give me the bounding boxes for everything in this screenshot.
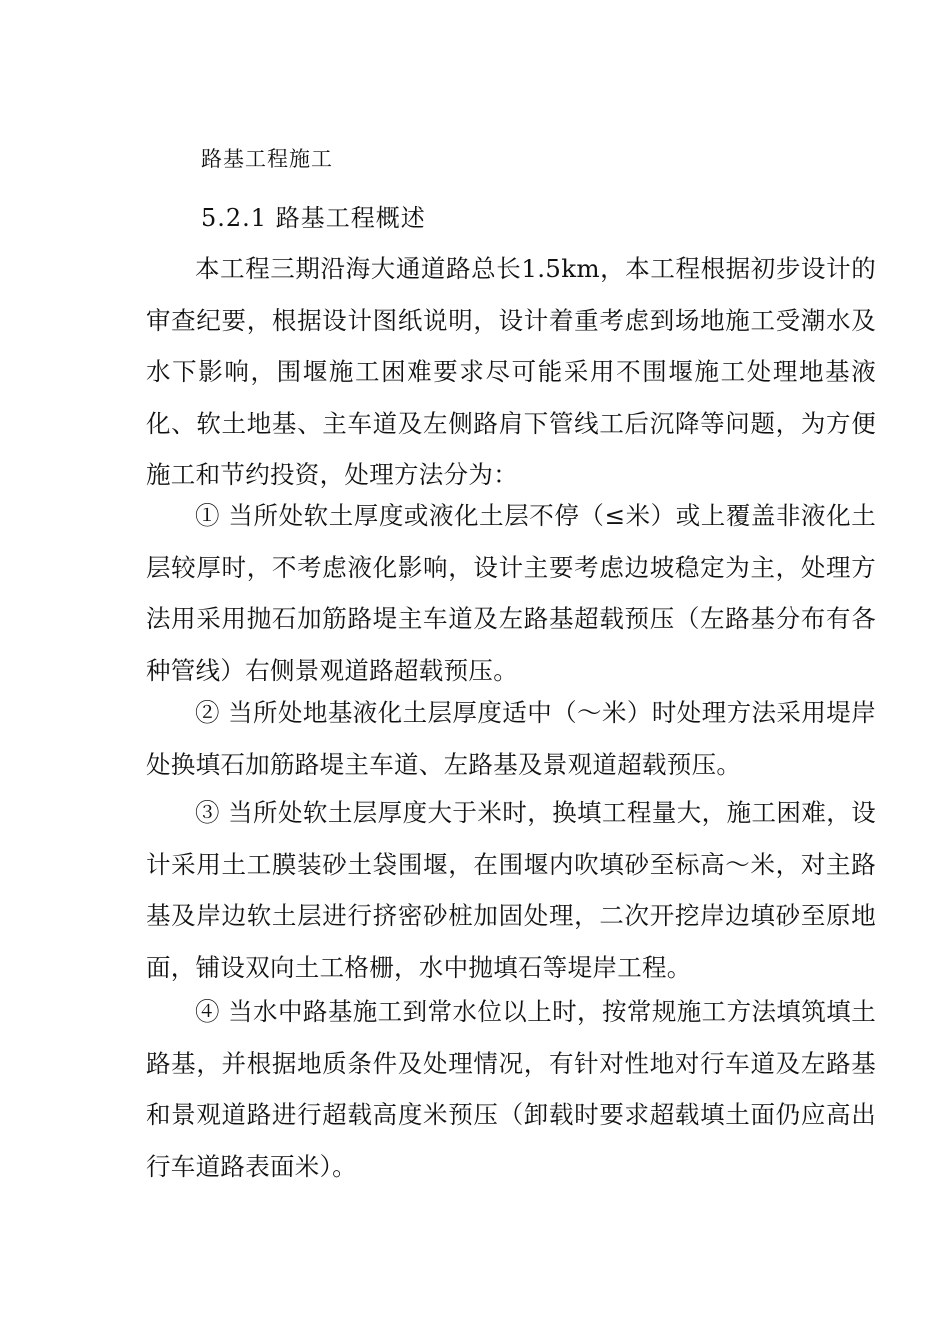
paragraph-method-4: ④ 当水中路基施工到常水位以上时，按常规施工方法填筑填土路基，并根据地质条件及处理情况，有针对性地对行车道及左路基和景观道路进行超载高度米预压（卸载时要求超载填土面仍应高出行车道路表面米）。 xyxy=(146,997,876,1181)
paragraph-method-2: ② 当所处地基液化土层厚度适中（～米）时处理方法采用堤岸处换填石加筋路堤主车道、左路基及景观道超载预压。 xyxy=(146,698,876,779)
section-title: 路基工程施工 xyxy=(201,147,333,171)
subsection-title: 5.2.1 路基工程概述 xyxy=(201,204,426,232)
paragraph-overview: 本工程三期沿海大通道路总长1.5km，本工程根据初步设计的审查纪要，根据设计图纸说明，设计着重考虑到场地施工受潮水及水下影响，围堰施工困难要求尽可能采用不围堰施工处理地基液化、软土地基、主车道及左侧路肩下管线工后沉降等问题，为方便施工和节约投资，处理方法分为： xyxy=(146,254,876,490)
paragraph-method-3: ③ 当所处软土层厚度大于米时，换填工程量大，施工困难，设计采用土工膜装砂土袋围堰，在围堰内吹填砂至标高～米，对主路基及岸边软土层进行挤密砂桩加固处理，二次开挖岸边填砂至原地面，铺设双向土工格栅，水中抛填石等堤岸工程。 xyxy=(146,798,876,982)
paragraph-method-1: ① 当所处软土厚度或液化土层不停（≤米）或上覆盖非液化土层较厚时，不考虑液化影响，设计主要考虑边坡稳定为主，处理方法用采用抛石加筋路堤主车道及左路基超载预压（左路基分布有各种管线）右侧景观道路超载预压。 xyxy=(146,501,876,685)
